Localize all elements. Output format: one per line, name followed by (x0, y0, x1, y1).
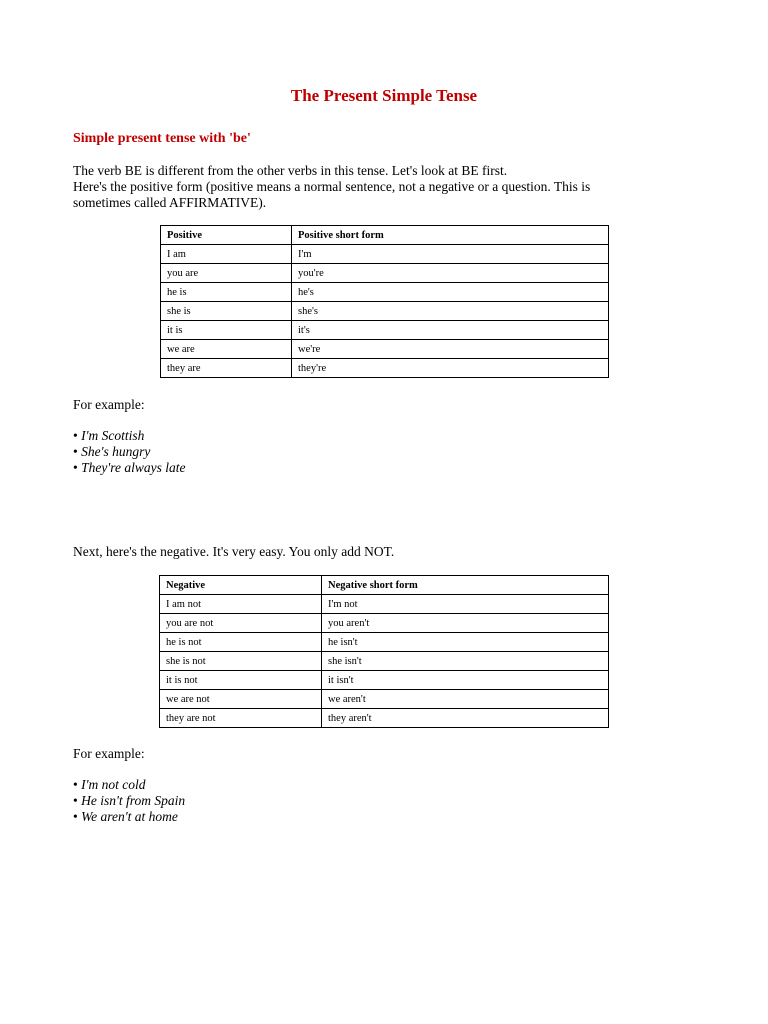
intro-line-1: The verb BE is different from the other verbs in this tense. Let's look at BE first. (73, 163, 508, 178)
example-text: I'm Scottish (81, 428, 145, 443)
example-text: We aren't at home (81, 809, 178, 824)
full-form-cell: I am not (160, 595, 322, 614)
short-form-cell: they aren't (322, 709, 609, 728)
table-header-row (160, 576, 609, 595)
full-form-cell: she is not (160, 652, 322, 671)
example-label: For example: (73, 746, 145, 761)
table-row (161, 321, 609, 340)
table-row (161, 340, 609, 359)
table-row (160, 671, 609, 690)
intro-line-2: Here's the positive form (positive means a normal sentence, not a negative or a question. This is sometimes called AFFIRMATIVE). (73, 179, 591, 210)
full-form-cell: it is (161, 321, 292, 340)
list-item (73, 793, 185, 809)
column-header: Negative short form (322, 576, 609, 595)
list-item (73, 777, 185, 793)
full-form-cell: it is not (160, 671, 322, 690)
list-item (73, 428, 185, 444)
short-form-cell: she's (292, 302, 609, 321)
example-list (73, 428, 185, 476)
short-form-cell: we aren't (322, 690, 609, 709)
full-form-cell: you are not (160, 614, 322, 633)
column-header: Negative (160, 576, 322, 595)
bullet-icon: • (73, 809, 78, 824)
bullet-icon: • (73, 777, 78, 792)
table-row (160, 614, 609, 633)
short-form-cell: I'm not (322, 595, 609, 614)
full-form-cell: they are (161, 359, 292, 378)
table-header-row (161, 226, 609, 245)
list-item (73, 460, 185, 476)
column-header: Positive short form (292, 226, 609, 245)
bullet-icon: • (73, 793, 78, 808)
example-label: For example: (73, 397, 145, 412)
table-row (161, 264, 609, 283)
table-row (161, 283, 609, 302)
example-text: They're always late (81, 460, 186, 475)
short-form-cell: he's (292, 283, 609, 302)
intro-paragraph (73, 163, 633, 211)
negative-table (159, 575, 609, 728)
table-row (160, 652, 609, 671)
table-row (160, 690, 609, 709)
table-row (160, 633, 609, 652)
short-form-cell: you aren't (322, 614, 609, 633)
short-form-cell: they're (292, 359, 609, 378)
bullet-icon: • (73, 428, 78, 443)
column-header: Positive (161, 226, 292, 245)
example-text: I'm not cold (81, 777, 146, 792)
short-form-cell: I'm (292, 245, 609, 264)
full-form-cell: he is (161, 283, 292, 302)
table-row (161, 245, 609, 264)
example-text: She's hungry (81, 444, 151, 459)
table-row (161, 359, 609, 378)
example-list (73, 777, 185, 825)
short-form-cell: she isn't (322, 652, 609, 671)
full-form-cell: they are not (160, 709, 322, 728)
bullet-icon: • (73, 460, 78, 475)
example-text: He isn't from Spain (81, 793, 186, 808)
full-form-cell: we are not (160, 690, 322, 709)
full-form-cell: she is (161, 302, 292, 321)
full-form-cell: you are (161, 264, 292, 283)
short-form-cell: it isn't (322, 671, 609, 690)
positive-table (160, 225, 609, 378)
negative-intro-paragraph: Next, here's the negative. It's very easy. You only add NOT. (73, 544, 395, 559)
section-heading: Simple present tense with 'be' (73, 131, 251, 146)
short-form-cell: it's (292, 321, 609, 340)
page-title: The Present Simple Tense (290, 86, 478, 105)
list-item (73, 809, 185, 825)
table-row (161, 302, 609, 321)
table-row (160, 709, 609, 728)
bullet-icon: • (73, 444, 78, 459)
full-form-cell: we are (161, 340, 292, 359)
short-form-cell: you're (292, 264, 609, 283)
table-row (160, 595, 609, 614)
short-form-cell: he isn't (322, 633, 609, 652)
full-form-cell: he is not (160, 633, 322, 652)
full-form-cell: I am (161, 245, 292, 264)
list-item (73, 444, 185, 460)
short-form-cell: we're (292, 340, 609, 359)
